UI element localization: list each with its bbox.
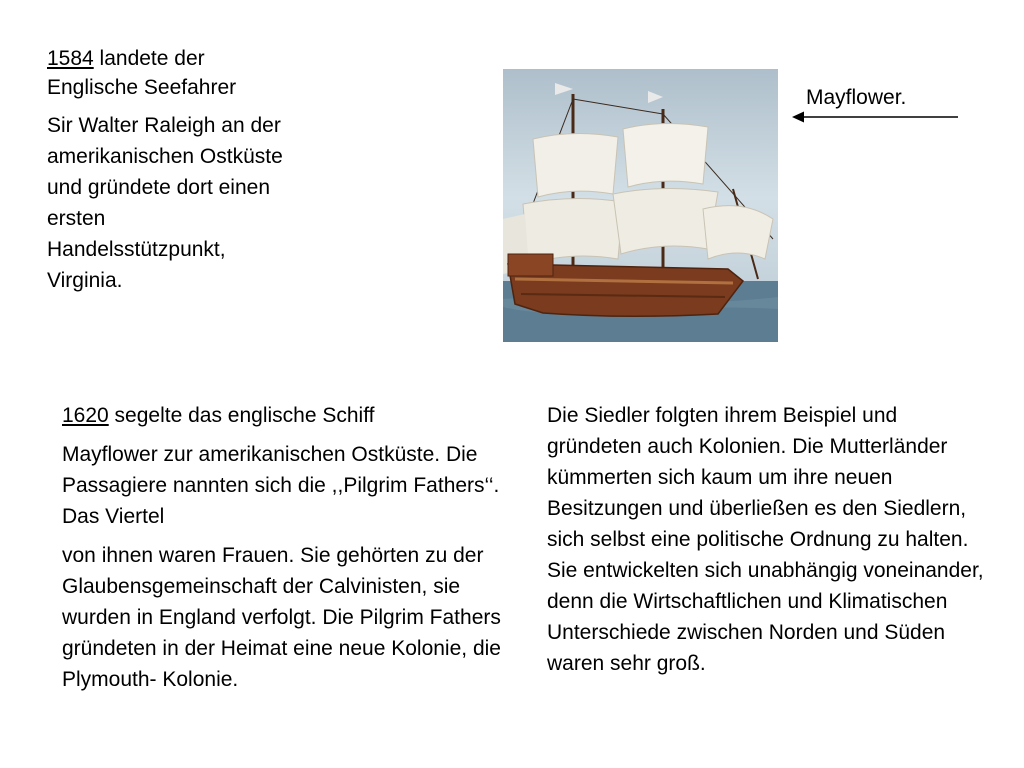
text-block-1584 <box>47 44 287 296</box>
year-1584: 1584 <box>47 47 94 70</box>
text-block-colonies: Die Siedler folgten ihrem Beispiel und gründeten auch Kolonien. Die Mutterländer kümmerten sich kaum um ihre neuen Besitzungen und überließen es den Siedlern, sich selbst eine politische Ordnung zu halten. Sie entwickelten sich unabhängig voneinander, denn die Wirtschaftlichen und Klimatischen Unterschiede zwischen Norden und Süden waren sehr groß. <box>547 404 984 675</box>
paragraph-raleigh: Sir Walter Raleigh an der amerikanischen Ostküste und gründete dort einen ersten Handelsstützpunkt, Virginia. <box>47 114 283 292</box>
intro-text: landete der Englische Seefahrer <box>47 47 237 99</box>
paragraph-1584-intro <box>47 44 287 102</box>
paragraph-1620-intro <box>62 400 522 431</box>
paragraph-mayflower: Mayflower zur amerikanischen Ostküste. Die Passagiere nannten sich die ,,Pilgrim Fathers‘‘. Das Viertel <box>62 443 500 528</box>
arrow-left-icon <box>792 110 958 124</box>
mayflower-ship-image <box>503 69 778 342</box>
intro-text: segelte das englische Schiff <box>108 404 375 427</box>
paragraph-pilgrims: von ihnen waren Frauen. Sie gehörten zu der Glaubensgemeinschaft der Calvinisten, sie wurden in England verfolgt. Die Pilgrim Fathers gründeten in der Heimat eine neue Kolonie, die Plymouth- Kolonie. <box>62 544 501 691</box>
year-1620: 1620 <box>62 404 109 427</box>
image-caption: Mayflower. <box>806 86 907 109</box>
text-block-1620 <box>62 400 522 703</box>
